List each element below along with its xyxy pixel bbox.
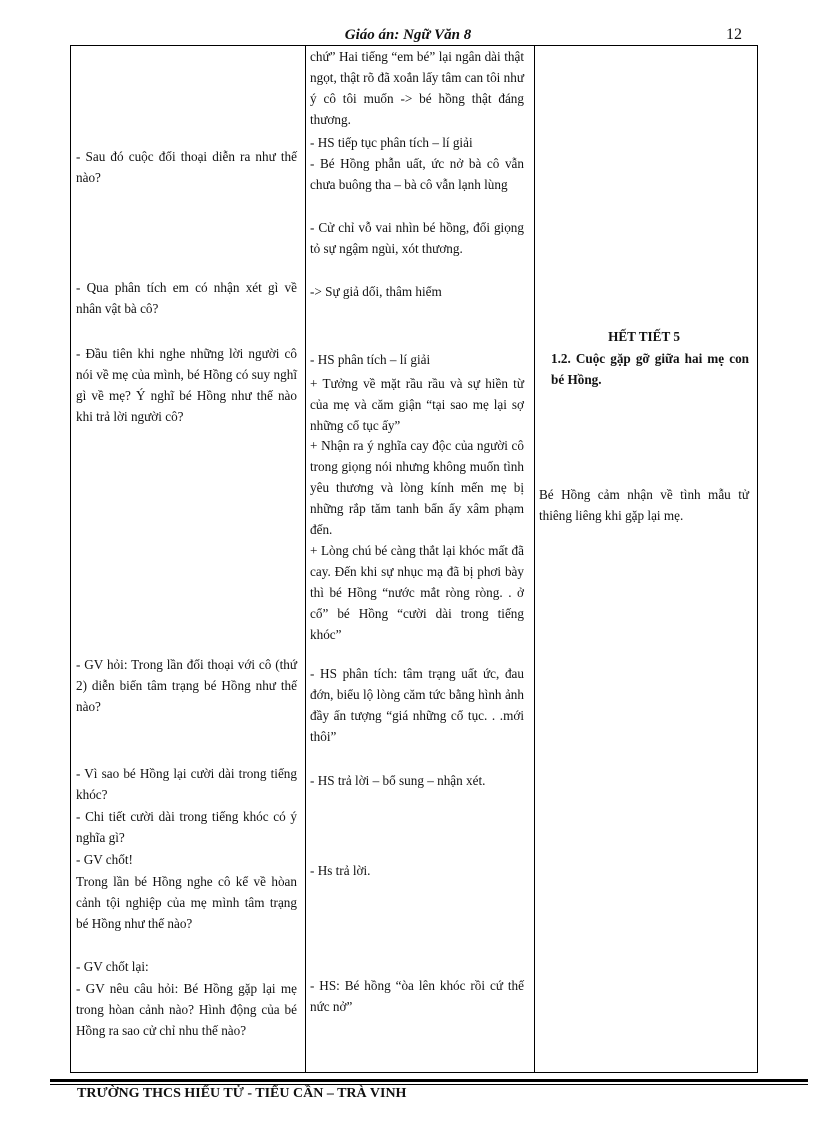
teacher-question-6: - Chi tiết cười dài trong tiếng khóc có ý nghĩa gì? xyxy=(76,809,297,845)
document-title: Giáo án: Ngữ Văn 8 xyxy=(344,27,472,43)
student-answer-1: chứ” Hai tiếng “em bé” lại ngân dài thật ngọt, thật rõ đã xoắn lấy tâm can tôi như ý cô tôi muốn -> bé hồng thật đáng thương. xyxy=(310,49,524,127)
column-divider-2 xyxy=(534,45,535,1073)
student-answer-10: - HS phân tích: tâm trạng uất ức, đau đớn, biểu lộ lòng căm tức bằng hình ảnh đầy ấn tượng “giá những cổ tục. . .mới thôi” xyxy=(310,666,524,744)
section-summary: Bé Hồng cảm nhận về tình mẫu tử thiêng liêng khi gặp lại mẹ. xyxy=(539,487,749,523)
page-number: 12 xyxy=(726,26,742,43)
teacher-conclusion-2: - GV chốt lại: xyxy=(76,959,149,974)
teacher-question-3: - Đầu tiên khi nghe những lời người cô nói về mẹ của mình, bé Hồng có suy nghĩ gì về mẹ? Ý nghĩ bé Hồng như thế nào khi trả lời người cô? xyxy=(76,346,297,424)
teacher-question-5: - Vì sao bé Hồng lại cười dài trong tiếng khóc? xyxy=(76,766,297,802)
student-answer-11: - HS trả lời – bổ sung – nhận xét. xyxy=(310,773,486,788)
footer-rule-thin xyxy=(50,1084,808,1085)
student-answer-4: - Cử chỉ vỗ vai nhìn bé hồng, đổi giọng tỏ sự ngậm ngùi, xót thương. xyxy=(310,220,524,256)
student-answer-12: - Hs trả lời. xyxy=(310,863,371,878)
student-answer-13: - HS: Bé hồng “òa lên khóc rồi cứ thế nức nở” xyxy=(310,978,524,1014)
school-footer: TRƯỜNG THCS HIẾU TỬ - TIỂU CẦN – TRÀ VINH xyxy=(77,1086,407,1101)
column-divider-1 xyxy=(305,45,306,1073)
student-answer-6: - HS phân tích – lí giải xyxy=(310,352,431,367)
section-heading: 1.2. Cuộc gặp gỡ giữa hai mẹ con bé Hồng. xyxy=(551,351,749,387)
teacher-question-4: - GV hỏi: Trong lần đối thoại với cô (thứ 2) diễn biến tâm trạng bé Hồng như thế nào? xyxy=(76,657,297,714)
student-answer-7: + Tưởng về mặt rầu rầu và sự hiền từ của mẹ và căm giận “tại sao mẹ lại sợ những cổ tục ấy” xyxy=(310,376,524,433)
teacher-question-7: Trong lần bé Hồng nghe cô kể về hòan cảnh tội nghiệp của mẹ mình tâm trạng bé Hồng như thế nào? xyxy=(76,874,297,931)
teacher-question-1: - Sau đó cuộc đối thoại diễn ra như thế nào? xyxy=(76,149,297,185)
student-answer-9: + Lòng chú bé càng thắt lại khóc mất đã cay. Đến khi sự nhục mạ đã bị phơi bày thì bé Hồng “nước mắt ròng ròng. . ở cổ” bé Hồng “cười dài trong tiếng khóc” xyxy=(310,543,524,642)
student-answer-3: - Bé Hồng phẫn uất, ức nở bà cô vẫn chưa buông tha – bà cô vẫn lạnh lùng xyxy=(310,156,524,192)
student-answer-2: - HS tiếp tục phân tích – lí giải xyxy=(310,135,473,150)
teacher-question-2: - Qua phân tích em có nhận xét gì về nhân vật bà cô? xyxy=(76,280,297,316)
lesson-end-heading: HẾT TIẾT 5 xyxy=(608,329,680,344)
student-answer-5: -> Sự giả dối, thâm hiểm xyxy=(310,284,442,299)
footer-rule-thick xyxy=(50,1079,808,1082)
student-answer-8: + Nhận ra ý nghĩa cay độc của người cô trong giọng nói nhưng không muốn tình yêu thương và lòng kính mến mẹ bị những rắp tăm tanh bẩn ấy xâm phạm đến. xyxy=(310,438,524,537)
teacher-question-8: - GV nêu câu hỏi: Bé Hồng gặp lại mẹ trong hòan cảnh nào? Hình động của bé Hồng ra sao cử chỉ nhu thế nào? xyxy=(76,981,297,1038)
teacher-conclusion-1: - GV chốt! xyxy=(76,852,133,867)
